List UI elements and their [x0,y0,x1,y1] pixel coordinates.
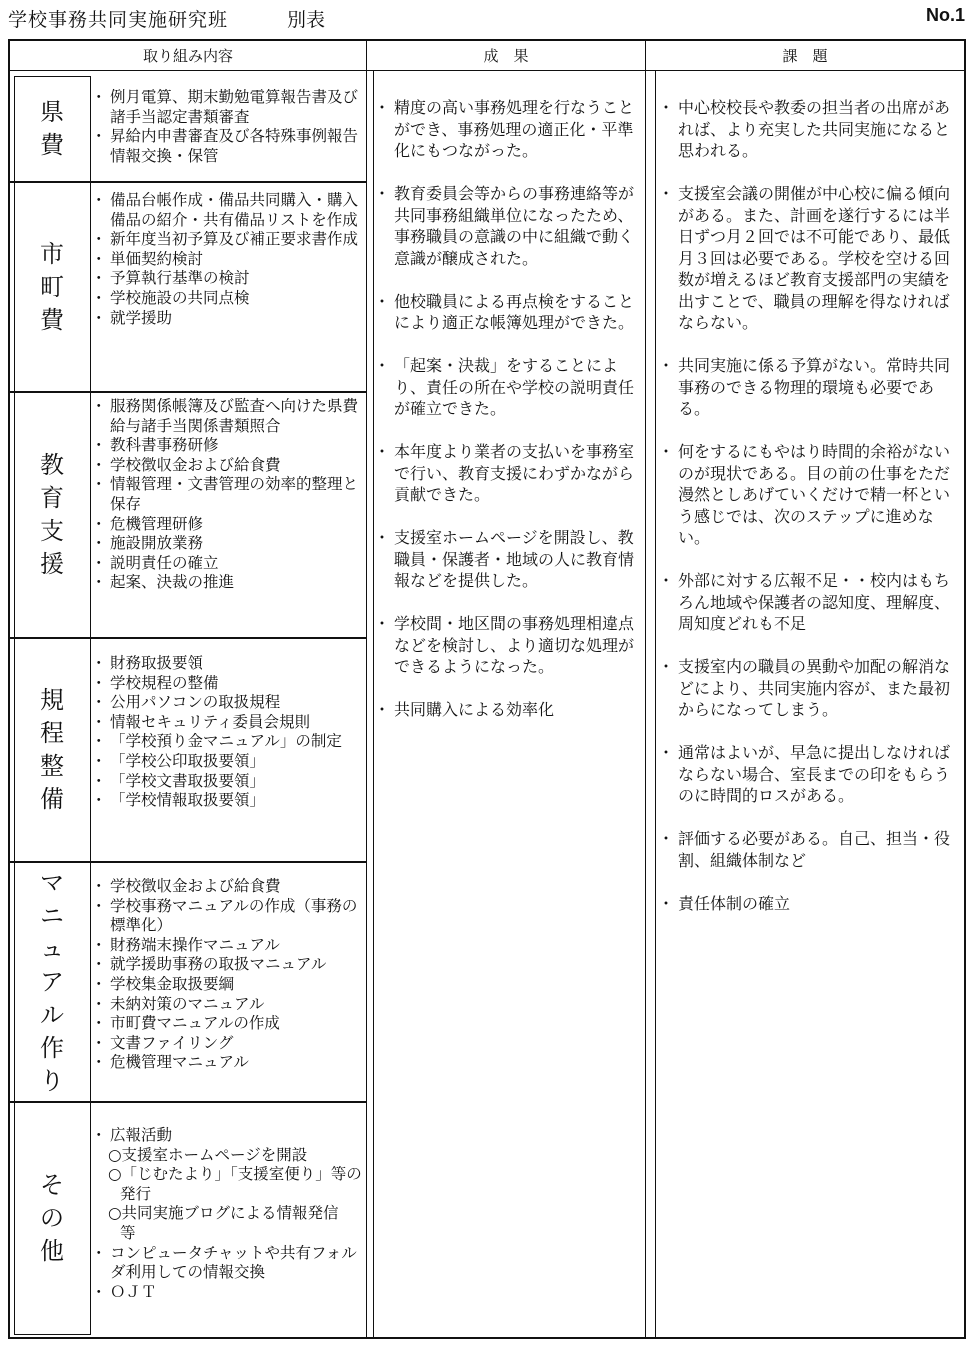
category-label: マニュアル作り [40,868,64,1095]
activity-item: ・ 情報管理・文書管理の効率的整理と保存 [96,475,368,514]
result-item: ・ 本年度より業者の支払いを事務室で行い、教育支援にわずかながら貢献できた。 [378,441,640,506]
issue-item: ・ 中心校校長や教委の担当者の出席があれば、より充実した共同実施になると思われる。 [662,97,954,162]
activity-item: ・ 学校事務マニュアルの作成（事務の標準化） [96,897,368,936]
activity-item: ・ 危機管理研修 [96,515,368,535]
column-divider-2 [645,39,646,1339]
activity-item: ・ 「学校公印取扱要領」 [96,752,368,772]
result-item: ・ 学校間・地区間の事務処理相違点などを検討し、より適切な処理ができるようになった。 [378,613,640,678]
issue-item: ・ 通常はよいが、早急に提出しなければならない場合、室長までの印をもらうのに時間的ロスがある。 [662,742,954,807]
category-cell [14,1103,90,1334]
issue-item: ・ 責任体制の確立 [662,893,954,915]
activity-subitem: ○共同実施ブログによる情報発信 等 [108,1204,355,1242]
column-divider-2b [655,70,656,1337]
activity-item: ・ 公用パソコンの取扱規程 [96,693,368,713]
activity-item: ・ 服務関係帳簿及び監査へ向けた県費給与諸手当関係書類照合 [96,397,368,436]
issue-item: ・ 支援室内の職員の異動や加配の解消などにより、共同実施内容が、また最初からになってしまう。 [662,656,954,721]
activity-item: ・ 就学援助 [96,309,368,329]
activity-item: ・ コンピュータチャットや共有フォルダ利用しての情報交換 [96,1244,368,1283]
issue-item: ・ 共同実施に係る予算がない。常時共同事務のできる物理的環境も必要である。 [662,355,954,420]
activity-item: ・ 広報活動 [96,1126,368,1146]
result-item: ・ 支援室ホームページを開設し、教職員・保護者・地域の人に教育情報などを提供した。 [378,527,640,592]
activity-item: ・ 予算執行基準の検討 [96,269,368,289]
table-right-border [964,39,966,1339]
activity-subitem: ○支援室ホームページを開設 [108,1145,308,1164]
activity-item: ・ 例月電算、期末勤勉電算報告書及び諸手当認定書類審査 [96,88,368,127]
activity-item: ・ 学校集金取扱要綱 [96,975,368,995]
activity-item: ・ 財務端末操作マニュアル [96,936,368,956]
result-item: ・ 他校職員による再点検をすることにより適正な帳簿処理ができた。 [378,291,640,334]
table-bottom-border [8,1337,966,1339]
issue-item: ・ 外部に対する広報不足・・校内はもちろん地域や保護者の認知度、理解度、周知度どれも不足 [662,570,954,635]
activity-item: ・ 未納対策のマニュアル [96,995,368,1015]
activity-item: ・ 危機管理マニュアル [96,1053,368,1073]
table-left-border [8,39,10,1339]
activity-item: ・ 「学校情報取扱要領」 [96,791,368,811]
activity-item: ・ ＯＪＴ [96,1283,368,1303]
activity-list [96,877,368,1073]
activity-item: ・ 就学援助事務の取扱マニュアル [96,955,368,975]
activity-list [96,397,368,593]
document-title: 学校事務共同実施研究班 [8,9,229,31]
category-cell [14,183,90,391]
activity-item: ・ 新年度当初予算及び補正要求書作成 [96,230,368,250]
activity-item: ・ 財務取扱要領 [96,654,368,674]
activity-list [96,88,368,166]
activity-item: ・ 文書ファイリング [96,1034,368,1054]
activity-item: ・ 学校徴収金および給食費 [96,877,368,897]
issues-list [662,97,954,936]
results-list [378,97,640,742]
activity-list [96,1126,368,1302]
activity-item: ・ 市町費マニュアルの作成 [96,1014,368,1034]
activity-subitem: ○「じむたより」「支援室便り」等の発行 [108,1165,362,1203]
category-cell [14,77,90,181]
activity-item: ・ 備品台帳作成・備品共同購入・購入備品の紹介・共有備品リストを作成 [96,191,368,230]
result-item: ・ 共同購入による効率化 [378,699,640,721]
activity-item: ・ 教科書事務研修 [96,436,368,456]
category-label: 市町費 [40,239,64,334]
column-header-activities: 取り組み内容 [142,46,233,65]
activity-list [96,191,368,328]
category-label: その他 [40,1171,64,1265]
activity-item: ・ 情報セキュリティ委員会規則 [96,713,368,733]
column-header-issues: 課 題 [782,46,828,65]
activity-item: ・ 学校徴収金および給食費 [96,456,368,476]
activity-item: ・ 昇給内申書審査及び各特殊事例報告情報交換・保管 [96,127,368,166]
category-cell [14,639,90,861]
activity-list [96,654,368,811]
cat-box-bottom [14,1334,91,1335]
page-number: No.1 [925,5,965,25]
activity-item: ・ 「学校預り金マニュアル」の制定 [96,732,368,752]
document-subtitle: 別表 [287,9,326,31]
column-header-results: 成 果 [483,46,529,65]
activity-item: ・ 学校規程の整備 [96,674,368,694]
issue-item: ・ 評価する必要がある。自己、担当・役割、組織体制など [662,828,954,871]
category-label: 教育支援 [40,451,64,578]
issue-item: ・ 何をするにもやはり時間的余裕がないのが現状である。目の前の仕事をただ漫然としあげていくだけで精一杯という感じでは、次のステップに進めない。 [662,441,954,549]
result-item: ・ 教育委員会等からの事務連絡等が共同事務組織単位になったため、事務職員の意識の中に組織で動く意識が醸成された。 [378,183,640,269]
activity-item: ・ 単価契約検討 [96,250,368,270]
result-item: ・ 精度の高い事務処理を行なうことができ、事務処理の適正化・平準化にもつながった。 [378,97,640,162]
category-cell [14,863,90,1101]
issue-item: ・ 支援室会議の開催が中心校に偏る傾向がある。また、計画を遂行するには半日ずつ月２回では不可能であり、最低月３回は必要である。学校を空ける回数が増えるほど教育支援部門の実績を出すことで、職員の理解を得なければならない。 [662,183,954,334]
category-label: 県費 [40,98,64,159]
activity-item: ・ 施設開放業務 [96,534,368,554]
header-bottom-border [8,70,966,71]
activity-item: ・ 「学校文書取扱要領」 [96,772,368,792]
category-cell [14,393,90,637]
category-label: 規程整備 [40,686,64,813]
activity-item: ・ 学校施設の共同点検 [96,289,368,309]
result-item: ・ 「起案・決裁」をすることにより、責任の所在や学校の説明責任が確立できた。 [378,355,640,420]
activity-item: ・ 説明責任の確立 [96,554,368,574]
activity-item: ・ 起案、決裁の推進 [96,573,368,593]
